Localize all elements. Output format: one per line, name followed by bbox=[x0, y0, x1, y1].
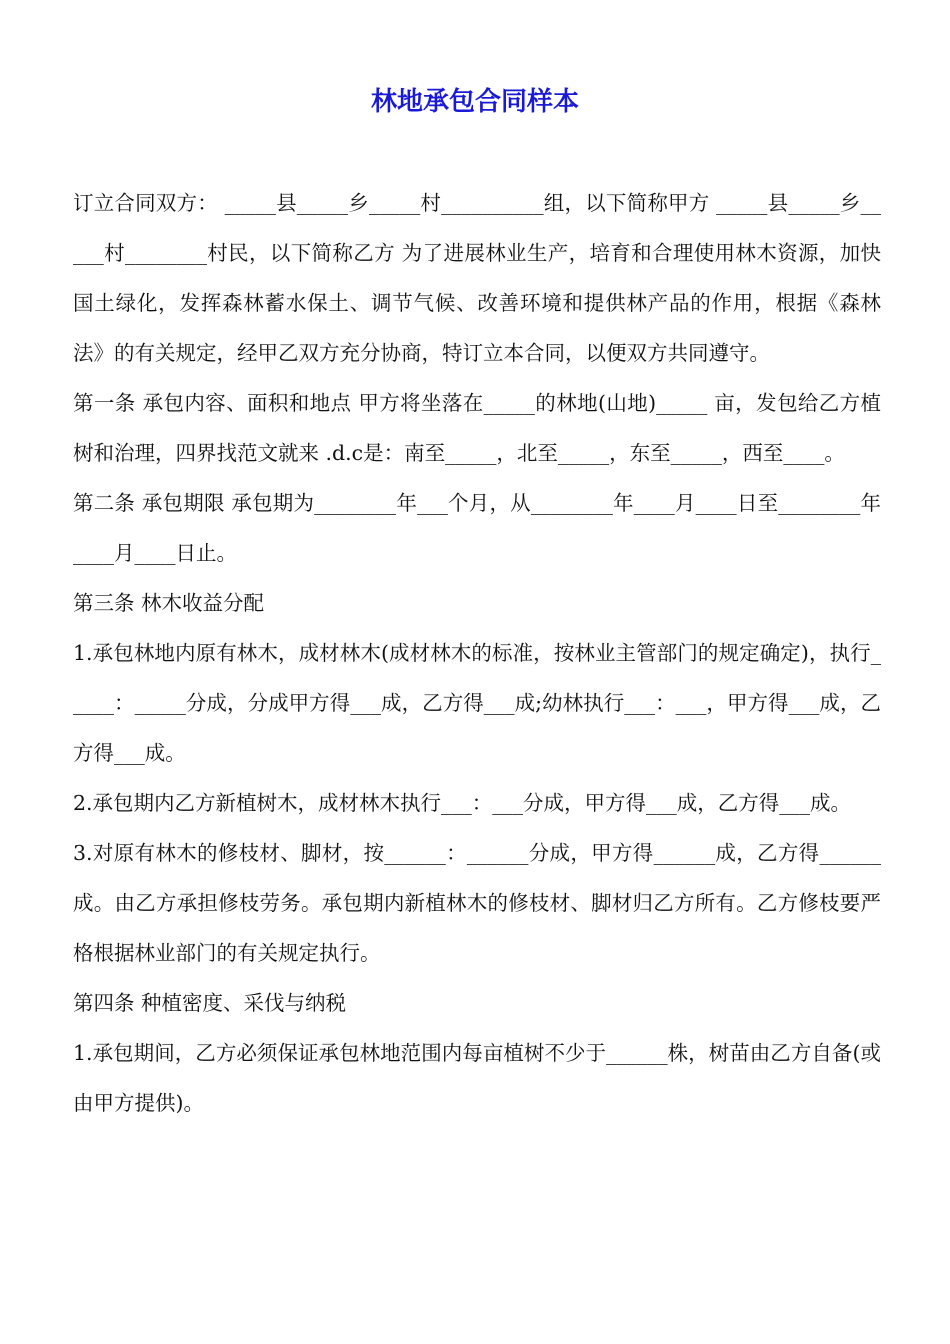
paragraph-article-3-heading: 第三条 林木收益分配 bbox=[73, 591, 265, 615]
paragraph-parties: 订立合同双方： _____县_____乡_____村__________组，以下简称甲方 _____县_____乡_____村________村民，以下简称乙方 为了进展林业生产，培育和合理使用林木资源，加快国土绿化，发挥森林蓄水保土、调节气候、改善环境和提供林产品的作用，根据《森林法》的有关规定，经甲乙双方充分协商，特订立本合同，以便双方共同遵守。 bbox=[73, 191, 881, 365]
document-title: 林地承包合同样本 bbox=[370, 87, 579, 117]
paragraph-article-1: 第一条 承包内容、面积和地点 甲方将坐落在_____的林地(山地)_____ 亩，发包给乙方植树和治理，四界找范文就来 .d.c是：南至_____，北至_____，东至_____，西至____。 bbox=[73, 391, 881, 465]
paragraph-article-2: 第二条 承包期限 承包期为________年___个月，从________年____月____日至________年____月____日止。 bbox=[73, 491, 881, 565]
paragraph-article-3-item-3: 3.对原有林木的修枝材、脚材，按______：______分成，甲方得______成，乙方得______成。由乙方承担修枝劳务。承包期内新植林木的修枝材、脚材归乙方所有。乙方修枝要严格根据林业部门的有关规定执行。 bbox=[73, 841, 881, 965]
paragraph-article-3-item-2: 2.承包期内乙方新植树木，成材林木执行___：___分成，甲方得___成，乙方得___成。 bbox=[73, 791, 852, 815]
document-body bbox=[73, 178, 881, 1128]
paragraph-article-4-item-1: 1.承包期间，乙方必须保证承包林地范围内每亩植树不少于______株，树苗由乙方自备(或由甲方提供)。 bbox=[73, 1041, 881, 1115]
paragraph-article-4-heading: 第四条 种植密度、采伐与纳税 bbox=[73, 991, 347, 1015]
paragraph-article-3-item-1: 1.承包林地内原有林木，成材林木(成材林木的标准，按林业主管部门的规定确定)，执行_____：_____分成，分成甲方得___成，乙方得___成;幼林执行___：___，甲方得___成，乙方得___成。 bbox=[73, 641, 881, 765]
